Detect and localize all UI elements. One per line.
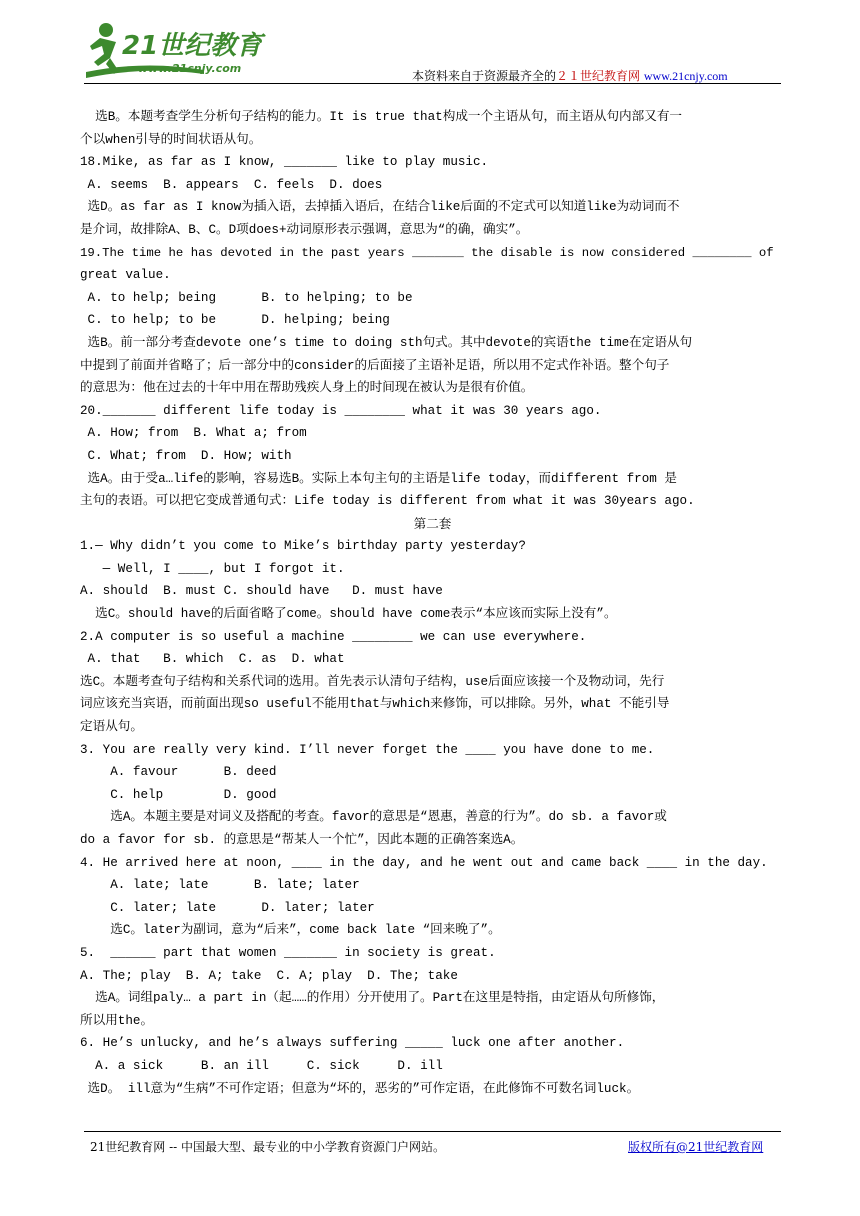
options-4: A. late; late B. late; later (80, 878, 360, 893)
footer-divider (84, 1131, 781, 1132)
header-site-name: ２１世纪教育网 (556, 69, 641, 83)
answer-3: 选A。本题主要是对词义及搭配的考查。favor的意思是“恩惠，善意的行为”。do sb. a favor或 (80, 810, 667, 825)
svg-text:21世纪教育: 21世纪教育 (122, 31, 263, 61)
question-1: 1.— Why didn’t you come to Mike’s birthday party yesterday? (80, 539, 526, 554)
question-2: 2.A computer is so useful a machine ________ we can use everywhere. (80, 629, 587, 644)
question-20: 20._______ different life today is ________ what it was 30 years ago. (80, 403, 602, 418)
text-line: 所以用the。 (80, 1013, 154, 1028)
answer-19: 选B。前一部分考查devote one’s time to doing sth句式。其中devote的宾语the time在定语从句 (80, 335, 693, 350)
options-2: A. that B. which C. as D. what (80, 652, 345, 667)
answer-20: 选A。由于受a…life的影响，容易选B。实际上本句主句的主语是life today，而different from 是 (80, 471, 677, 486)
options-19: C. to help; to be D. helping; being (80, 313, 390, 328)
footer-site-description: 21世纪教育网 -- 中国最大型、最专业的中小学教育资源门户网站。 (90, 1140, 446, 1154)
text-line: — Well, I ____, but I forgot it. (80, 561, 345, 576)
question-18: 18.Mike, as far as I know, _______ like to play music. (80, 155, 489, 170)
text-line: great value. (80, 268, 171, 283)
question-6: 6. He’s unlucky, and he’s always suffering _____ luck one after another. (80, 1036, 625, 1051)
answer-2: 选C。本题考查句子结构和关系代词的选用。首先表示认清句子结构，use后面应该接一个及物动词，先行 (80, 674, 665, 689)
21cnjy-logo (84, 20, 299, 82)
text-line: 主句的表语。可以把它变成普通句式：Life today is different from what it was 30years ago. (80, 494, 695, 509)
options-19: A. to help; being B. to helping; to be (80, 290, 413, 305)
header-site-url[interactable]: www.21cnjy.com (643, 69, 728, 83)
question-3: 3. You are really very kind. I’ll never forget the ____ you have done to me. (80, 742, 655, 757)
svg-text:www.21cnjy.com: www.21cnjy.com (138, 62, 242, 75)
question-19: 19.The time he has devoted in the past years _______ the disable is now considered ________ of (80, 245, 774, 260)
options-18: A. seems B. appears C. feels D. does (80, 177, 383, 192)
text-line: 定语从句。 (80, 720, 143, 735)
options-3: C. help D. good (80, 787, 277, 802)
text-line: 选B。本题考查学生分析句子结构的能力。It is true that构成一个主语从句，而主语从句内部又有一 (80, 110, 683, 124)
section-heading: 第二套 (413, 515, 452, 531)
text-line: 词应该充当宾语，而前面出现so useful不能用that与which来修饰，可以排除。另外，what 不能引导 (80, 697, 670, 712)
header-source-note (412, 67, 728, 84)
options-1: A. should B. must C. should have D. must have (80, 584, 443, 599)
options-20: A. How; from B. What a; from (80, 426, 307, 441)
options-20: C. What; from D. How; with (80, 448, 292, 463)
answer-18: 选D。as far as I know为插入语，去掉插入语后，在结合like后面的不定式可以知道like为动词而不 (80, 200, 680, 215)
options-6: A. a sick B. an ill C. sick D. ill (80, 1058, 443, 1073)
page-header (0, 0, 860, 90)
header-prefix: 本资料来自于资源最齐全的 (412, 69, 557, 83)
text-line: 中提到了前面并省略了；后一部分中的consider的后面接了主语补足语，所以用不定式作补语。整个句子 (80, 358, 670, 373)
document-body (80, 106, 785, 1100)
footer-copyright-link[interactable]: 版权所有@21世纪教育网 (628, 1140, 764, 1154)
options-4: C. later; late D. later; later (80, 900, 375, 915)
text-line: do a favor for sb. 的意思是“帮某人一个忙”，因此本题的正确答案选A。 (80, 833, 524, 847)
answer-6: 选D。 ill意为“生病”不可作定语；但意为“坏的，恶劣的”可作定语，在此修饰不可数名词luck。 (80, 1081, 640, 1096)
answer-4: 选C。later为副词，意为“后来”，come back late “回来晚了”。 (80, 923, 501, 938)
text-line: 的意思为：他在过去的十年中用在帮助残疾人身上的时间现在被认为是很有价值。 (80, 381, 534, 396)
answer-1: 选C。should have的后面省略了come。should have come表示“本应该而实际上没有”。 (80, 607, 617, 622)
header-divider (84, 83, 781, 84)
options-3: A. favour B. deed (80, 765, 277, 780)
text-line: 个以when引导的时间状语从句。 (80, 132, 262, 147)
options-5: A. The; play B. A; take C. A; play D. The; take (80, 968, 458, 983)
text-line: 是介词，故排除A、B、C。D项does+动词原形表示强调，意思为“的确，确实”。 (80, 222, 529, 237)
question-5: 5. ______ part that women _______ in society is great. (80, 945, 496, 960)
answer-5: 选A。词组paly… a part in（起……的作用）分开使用了。Part在这里是特指，由定语从句所修饰， (80, 991, 665, 1006)
question-4: 4. He arrived here at noon, ____ in the day, and he went out and came back ____ in the day. (80, 855, 768, 870)
